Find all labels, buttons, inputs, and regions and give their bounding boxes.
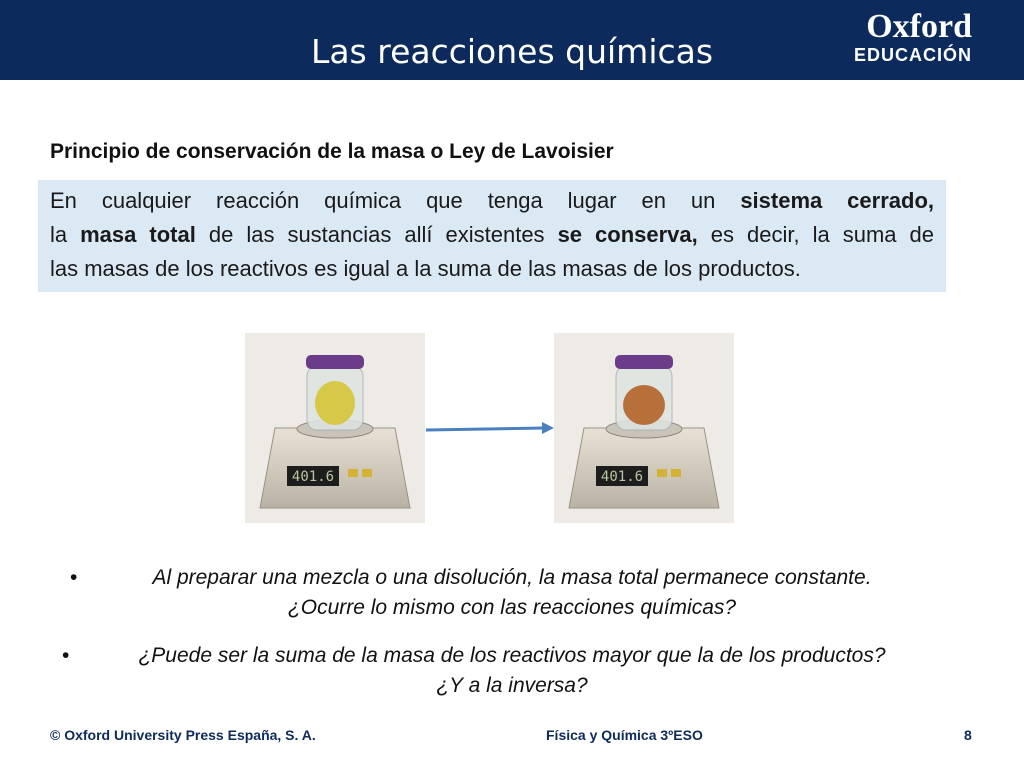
footer-course: Física y Química 3ºESO xyxy=(546,727,703,743)
footer-copyright: © Oxford University Press España, S. A. xyxy=(50,727,316,743)
scale-illustration xyxy=(554,333,734,523)
definition-text: es decir, la suma de xyxy=(697,222,934,247)
bullet-line: Al preparar una mezcla o una disolución, la masa total permanece constante. xyxy=(152,566,872,589)
definition-line-1 xyxy=(50,184,934,218)
logo-line-oxford: Oxford xyxy=(866,8,972,45)
scale-reading-after: 401.6 xyxy=(600,469,644,485)
scale-fresh-apple-image xyxy=(245,333,425,523)
definition-text: las masas de los reactivos es igual a la suma de las masas de los productos. xyxy=(50,256,801,281)
definition-text: de las sustancias allí existentes xyxy=(195,222,558,247)
bullet-line: ¿Ocurre lo mismo con las reacciones químicas? xyxy=(287,596,737,619)
rotten-apple xyxy=(623,385,665,425)
transformation-arrow-icon xyxy=(424,420,556,440)
bullet-dot-icon: • xyxy=(62,644,70,667)
slide-title: Las reacciones químicas xyxy=(310,32,714,71)
section-title: Principio de conservación de la masa o Ley de Lavoisier xyxy=(50,140,614,163)
fresh-apple xyxy=(315,381,355,425)
definition-line-3 xyxy=(50,252,934,286)
scale-rotten-apple-image xyxy=(554,333,734,523)
definition-bold-text: se conserva, xyxy=(557,222,698,247)
scale-illustration xyxy=(245,333,425,523)
footer-page-number: 8 xyxy=(964,727,972,743)
definition-text: la xyxy=(50,222,81,247)
definition-text: En cualquier reacción química que tenga lugar en un xyxy=(50,188,741,213)
definition-bold-text: masa total xyxy=(80,222,196,247)
definition-line-2 xyxy=(50,218,934,252)
scale-reading-before: 401.6 xyxy=(291,469,335,485)
bullet-line: ¿Puede ser la suma de la masa de los reactivos mayor que la de los productos? xyxy=(138,644,886,667)
bullet-dot-icon: • xyxy=(70,566,78,589)
logo-line-educacion: EDUCACIÓN xyxy=(853,45,972,65)
slide-header xyxy=(0,0,1024,80)
definition-bold-text: sistema cerrado, xyxy=(740,188,934,213)
definition-box xyxy=(38,180,946,292)
bullet-line: ¿Y a la inversa? xyxy=(436,674,588,697)
oxford-logo xyxy=(854,10,972,66)
